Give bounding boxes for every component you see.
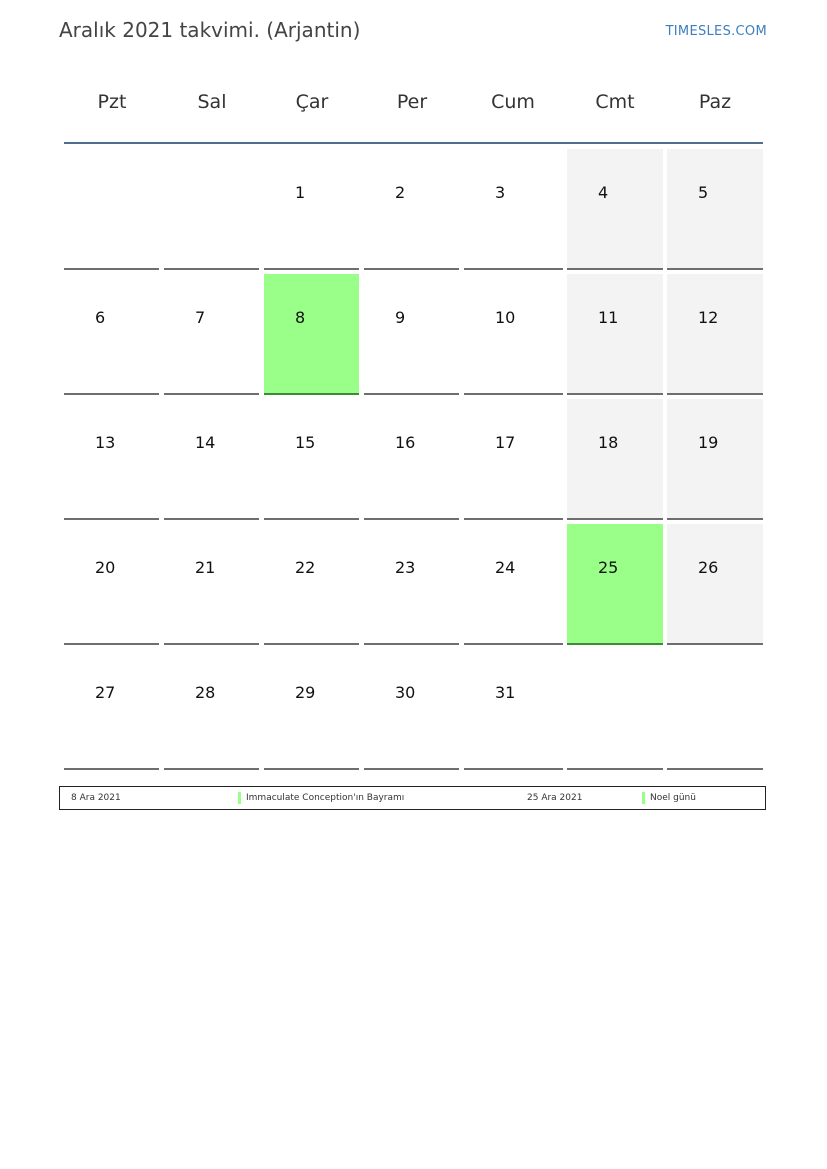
day-cell[interactable] bbox=[567, 524, 663, 645]
day-number: 25 bbox=[598, 558, 619, 577]
legend-date: 25 Ara 2021 bbox=[527, 793, 583, 803]
day-cell[interactable] bbox=[364, 649, 459, 770]
day-number: 23 bbox=[395, 558, 416, 577]
day-number: 9 bbox=[395, 308, 406, 327]
weekday-label: Cmt bbox=[595, 91, 635, 113]
day-number: 14 bbox=[195, 433, 216, 452]
legend-swatch bbox=[238, 792, 241, 804]
day-number: 16 bbox=[395, 433, 416, 452]
day-number: 20 bbox=[95, 558, 116, 577]
day-number: 30 bbox=[395, 683, 416, 702]
day-cell[interactable] bbox=[464, 399, 563, 520]
day-cell[interactable] bbox=[264, 524, 359, 645]
day-cell[interactable] bbox=[464, 274, 563, 395]
legend-date: 8 Ara 2021 bbox=[71, 793, 121, 803]
day-cell[interactable] bbox=[464, 649, 563, 770]
day-number: 31 bbox=[495, 683, 516, 702]
day-number: 10 bbox=[495, 308, 516, 327]
day-cell[interactable] bbox=[364, 524, 459, 645]
day-cell[interactable] bbox=[264, 399, 359, 520]
day-cell[interactable] bbox=[164, 399, 259, 520]
day-cell[interactable] bbox=[164, 149, 259, 270]
day-cell[interactable] bbox=[567, 149, 663, 270]
day-cell[interactable] bbox=[264, 649, 359, 770]
header-divider bbox=[64, 142, 763, 144]
day-cell[interactable] bbox=[667, 274, 763, 395]
day-number: 7 bbox=[195, 308, 206, 327]
day-number: 2 bbox=[395, 183, 406, 202]
legend-holiday-name: Immaculate Conception'ın Bayramı bbox=[246, 793, 405, 803]
day-number: 4 bbox=[598, 183, 609, 202]
weekday-label: Pzt bbox=[97, 91, 127, 113]
holiday-legend bbox=[59, 786, 766, 810]
day-cell[interactable] bbox=[364, 399, 459, 520]
weekday-label: Paz bbox=[698, 91, 732, 113]
day-cell[interactable] bbox=[567, 649, 663, 770]
day-cell[interactable] bbox=[364, 149, 459, 270]
day-cell[interactable] bbox=[164, 649, 259, 770]
day-cell[interactable] bbox=[464, 524, 563, 645]
day-cell[interactable] bbox=[64, 649, 159, 770]
day-number: 13 bbox=[95, 433, 116, 452]
day-cell[interactable] bbox=[567, 274, 663, 395]
day-number: 8 bbox=[295, 308, 306, 327]
day-number: 22 bbox=[295, 558, 316, 577]
day-number: 6 bbox=[95, 308, 106, 327]
weekday-label: Sal bbox=[197, 91, 227, 113]
day-cell[interactable] bbox=[364, 274, 459, 395]
weekday-label: Cum bbox=[491, 91, 535, 113]
legend-swatch bbox=[642, 792, 645, 804]
day-number: 3 bbox=[495, 183, 506, 202]
legend-holiday-name: Noel günü bbox=[650, 793, 696, 803]
day-number: 28 bbox=[195, 683, 216, 702]
day-number: 19 bbox=[698, 433, 719, 452]
day-cell[interactable] bbox=[164, 274, 259, 395]
day-cell[interactable] bbox=[264, 274, 359, 395]
day-number: 29 bbox=[295, 683, 316, 702]
day-number: 12 bbox=[698, 308, 719, 327]
day-cell[interactable] bbox=[64, 399, 159, 520]
day-number: 1 bbox=[295, 183, 306, 202]
day-cell[interactable] bbox=[64, 274, 159, 395]
day-cell[interactable] bbox=[667, 399, 763, 520]
brand-link[interactable]: TIMESLES.COM bbox=[665, 24, 767, 39]
day-number: 21 bbox=[195, 558, 216, 577]
day-number: 17 bbox=[495, 433, 516, 452]
day-number: 5 bbox=[698, 183, 709, 202]
page-title: Aralık 2021 takvimi. (Arjantin) bbox=[59, 18, 361, 42]
day-number: 11 bbox=[598, 308, 619, 327]
day-number: 27 bbox=[95, 683, 116, 702]
weekday-label: Per bbox=[396, 91, 428, 113]
day-cell[interactable] bbox=[64, 149, 159, 270]
day-cell[interactable] bbox=[264, 149, 359, 270]
day-cell[interactable] bbox=[164, 524, 259, 645]
day-number: 26 bbox=[698, 558, 719, 577]
day-cell[interactable] bbox=[667, 524, 763, 645]
day-number: 24 bbox=[495, 558, 516, 577]
day-cell[interactable] bbox=[667, 149, 763, 270]
day-cell[interactable] bbox=[64, 524, 159, 645]
day-cell[interactable] bbox=[667, 649, 763, 770]
weekday-label: Çar bbox=[295, 91, 329, 113]
day-cell[interactable] bbox=[567, 399, 663, 520]
day-number: 18 bbox=[598, 433, 619, 452]
day-number: 15 bbox=[295, 433, 316, 452]
day-cell[interactable] bbox=[464, 149, 563, 270]
